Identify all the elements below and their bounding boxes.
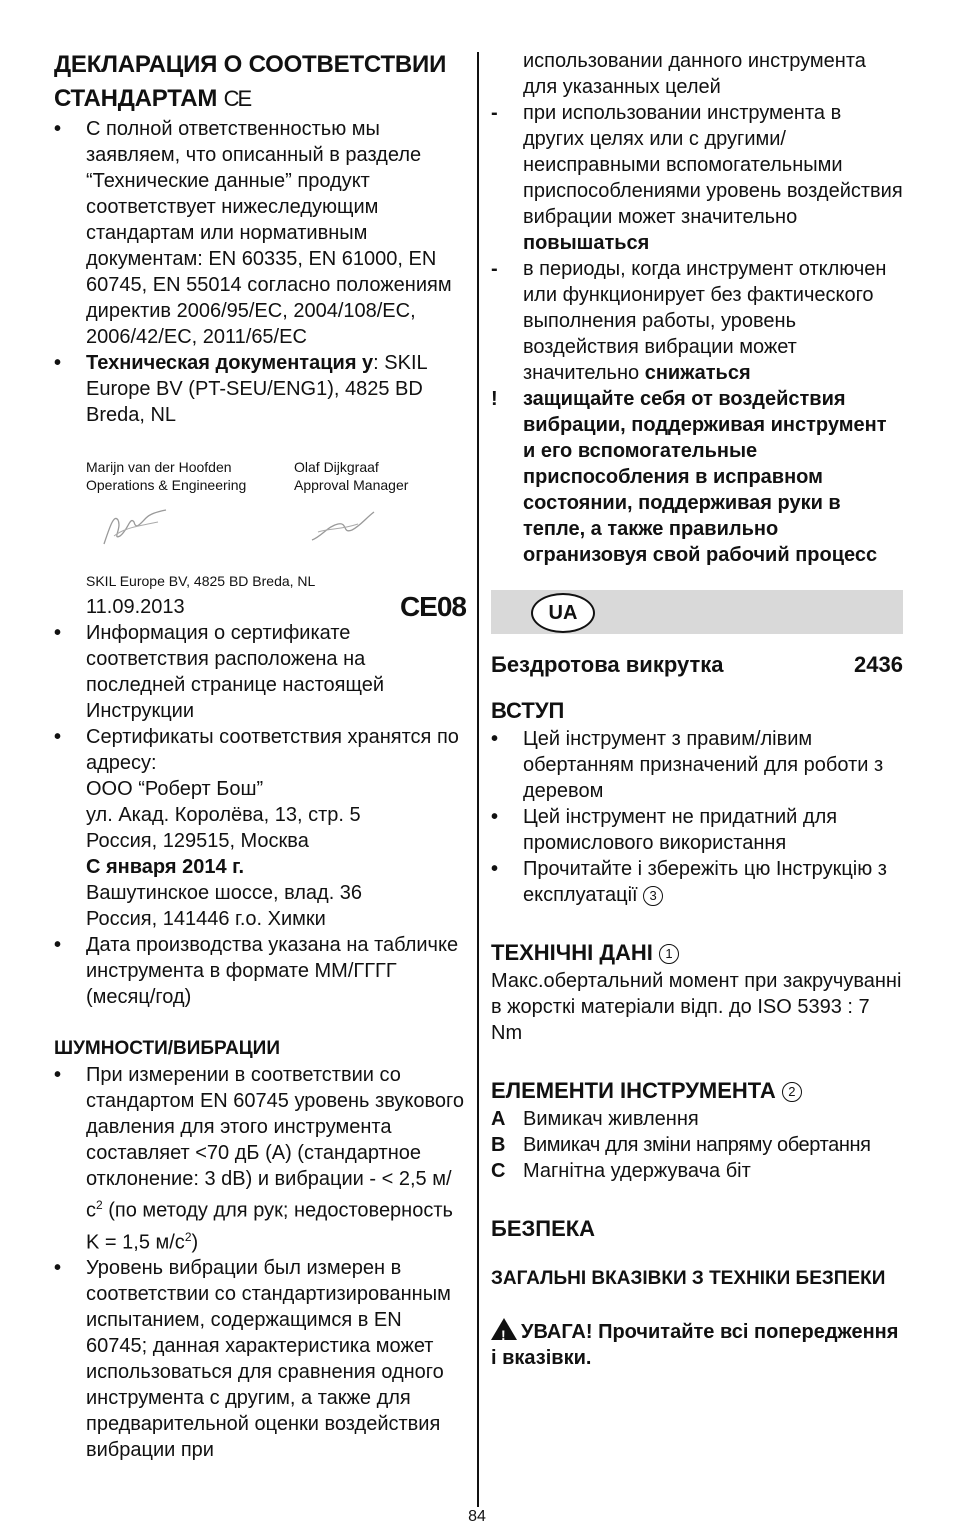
signer-role: Approval Manager (294, 477, 409, 493)
list-item: • Прочитайте і збережіть цю Інструкцію з експлуатації 3 (491, 858, 887, 906)
ce08-mark-icon: CE08 (399, 591, 466, 622)
continued-text: использовании данного инструмента для указанных целей (523, 50, 866, 98)
figure-ref-icon: 1 (659, 944, 679, 964)
signatures-block (86, 458, 466, 594)
declaration-list (54, 116, 466, 428)
safety-subtitle: ЗАГАЛЬНІ ВКАЗІВКИ З ТЕХНІКИ БЕЗПЕКИ (491, 1268, 886, 1289)
list-item: • Дата производства указана на табличке инструмента в формате ММ/ГГГГ (месяц/год) (54, 934, 459, 1008)
tech-text: Макс.обертальний момент при закручуванні в жорсткі матеріали відп. до ISO 5393 : 7 Nm (491, 970, 902, 1044)
list-item: • С полной ответственностью мы заявляем, что описанный в разделе “Технические данные” продукт соответствует нижеследующим стандартам или нормативным документам: EN 60335, EN 61000, EN 60745, EN 55014 согласно положениям директив 2006/95/EC, 2004/108/EC, 2006/42/EC, 2011/65/EC (54, 118, 452, 348)
page-number: 84 (468, 1508, 486, 1525)
list-item: - при использовании инструмента в других целях или с другими/ неисправными вспомогательными приспособлениями уровень воздействия вибрации может значительно повышаться (491, 102, 903, 254)
figure-ref-icon: 3 (643, 886, 663, 906)
language-badge: UA (531, 593, 595, 633)
declaration-date: 11.09.2013 (86, 596, 185, 618)
list-item: A Вимикач живлення (491, 1108, 699, 1130)
warning-text: ! УВАГА! Прочитайте всі попередження і вказівки. (491, 1318, 903, 1371)
noise-title: ШУМНОСТИ/ВИБРАЦИИ (54, 1038, 280, 1059)
list-item: • При измерении в соответствии со стандартом EN 60745 уровень звукового давления для этого инструмента составляет <70 дБ (A) (стандартное отклонение: 3 dB) и вибрации - < 2,5 $м/с^2$ (по методу для рук; недостоверность K = 1,5 $м/с^2$) (54, 1064, 464, 1254)
signer-name: Marijn van der Hoofden (86, 459, 232, 475)
list-item: • Цей інструмент не придатний для промислового використання (491, 806, 838, 854)
intro-title: ВСТУП (491, 698, 565, 723)
left-column (54, 48, 466, 1463)
elements-list (491, 1106, 903, 1184)
intro-list (491, 726, 903, 908)
list-item: • Информация о сертификате соответствия расположена на последней странице настоящей Инструкции (54, 622, 384, 722)
certificate-list (54, 620, 466, 1010)
right-column (491, 48, 903, 1371)
list-item: ! защищайте себя от воздействия вибрации, поддерживая инструмент и его вспомогательные приспособления в исправном состоянии, поддерживая руки в тепле, а также правильно огранизовуя свой рабочий процесс (491, 388, 887, 566)
product-title: Бездротова викрутка 2436 (491, 652, 903, 677)
signer-role: Operations & Engineering (86, 477, 247, 493)
list-item: - в периоды, когда инструмент отключен или функционирует без фактического выполнения работы, уровень воздействия вибрации может значительно снижаться (491, 258, 887, 384)
list-item: • Уровень вибрации был измерен в соответствии со стандартизированным испытанием, содержащимся в EN 60745; данная характеристика может использоваться для сравнения одного инструмента с другим, а также для предварительной оценки воздействия вибрации при (54, 1257, 451, 1462)
declaration-title: ДЕКЛАРАЦИЯ О СООТВЕТСТВИИ СТАНДАРТАМ CE (54, 51, 447, 112)
vibration-notes (491, 100, 903, 568)
ce-mark-icon: CE (223, 86, 251, 111)
tech-title: ТЕХНІЧНІ ДАНІ 1 (491, 938, 903, 968)
list-item: B Вимикач для зміни напряму обертання (491, 1134, 871, 1156)
list-item: • Цей інструмент з правим/лівим обертанням призначений для роботи з деревом (491, 728, 884, 802)
column-divider (477, 52, 479, 1507)
elements-title: ЕЛЕМЕНТИ ІНСТРУМЕНТА 2 (491, 1076, 903, 1106)
signature-icon (308, 506, 378, 550)
safety-title: БЕЗПЕКА (491, 1216, 596, 1241)
signer-name: Olaf Dijkgraaf (294, 459, 379, 475)
figure-ref-icon: 2 (782, 1082, 802, 1102)
list-item: C Магнітна удержувача біт (491, 1160, 751, 1182)
signature-address: SKIL Europe BV, 4825 BD Breda, NL (86, 573, 316, 589)
noise-list (54, 1062, 466, 1463)
signature-icon (100, 506, 170, 550)
warning-icon: ! (491, 1318, 517, 1340)
list-item: • Техническая документация у: SKIL Europe BV (PT-SEU/ENG1), 4825 BD Breda, NL (54, 352, 427, 426)
date-row (54, 591, 466, 622)
language-bar (491, 590, 903, 634)
list-item: • Сертификаты соответствия хранятся по адресу: ООО “Роберт Бош” ул. Акад. Королёва, 13, стр. 5 Россия, 129515, Москва С января 2014 г. Вашутинское шоссе, влад. 36 Россия, 141446 г.о. Химки (54, 726, 459, 930)
